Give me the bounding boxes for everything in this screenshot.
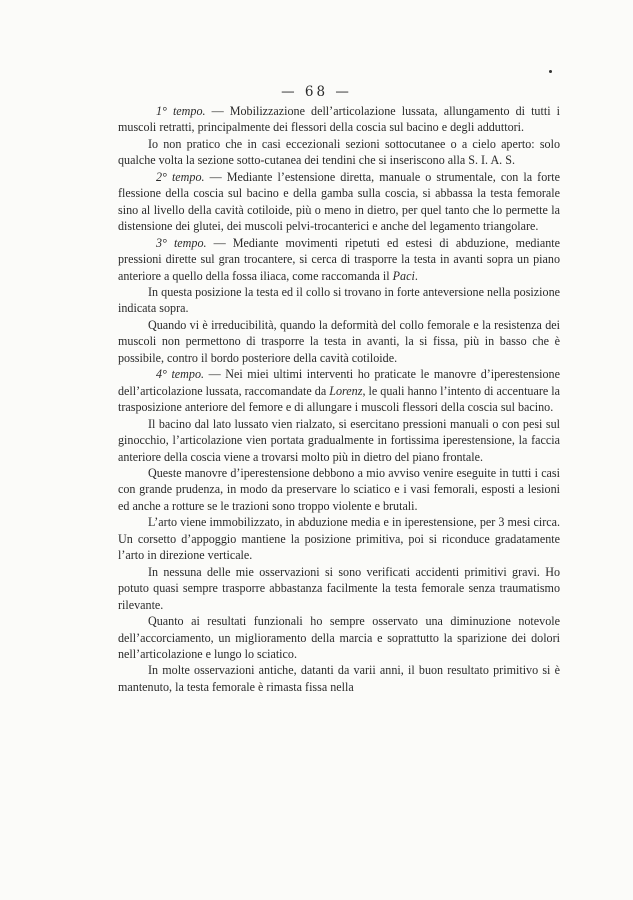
paragraph-7: 4° tempo. — Nei miei ultimi interventi ho praticate le manovre d’iperestensione dell’articolazione lussata, raccomandate da Lorenz, le quali hanno l’intento di accentuare la trasposizione anteriore del femore e di allungare i muscoli flessori della coscia sul bacino. [118,367,561,415]
paragraph-13: In molte osservazioni antiche, datanti da varii anni, il buon resultato primitivo si è mantenuto, la testa femorale è rimasta fissa nella [118,663,560,694]
step-heading-4: 4° tempo. [156,367,205,382]
paragraph-4: 3° tempo. — Mediante movimenti ripetuti ed estesi di abduzione, mediante pressioni dirette sul gran trocantere, si cerca di trasporre la testa in avanti sopra un piano anteriore a quello della fossa iliaca, come raccomanda il Paci. [118,235,560,283]
step-heading-3: 3° tempo. [156,235,207,250]
author-name-paci: Paci [392,268,415,283]
paragraph-11: In nessuna delle mie osservazioni si sono verificati accidenti primitivi gravi. Ho potuto quasi sempre trasporre abbastanza facilmente la testa femorale senza traumatismo rilevante. [118,564,560,612]
body-text [118,103,560,695]
paragraph-5: In questa posizione la testa ed il collo si trovano in forte anteversione nella posizione indicata sopra. [118,284,560,316]
step-heading-2: 2° tempo. [156,169,205,184]
paragraph-6: Quando vi è irreducibilità, quando la deformità del collo femorale e la resistenza dei muscoli non permettono di trasporre la testa in avanti, la si fissa, più in basso che è possibile, contro il bordo posteriore della cavità cotiloide. [118,317,560,365]
paragraph-3: 2° tempo. — Mediante l’estensione diretta, manuale o strumentale, con la forte flessione della coscia sul bacino e della gamba sulla coscia, si abbassa la testa femorale sino al livello della cavità cotiloide, più o meno in dietro, per quel tanto che lo permette la distensione dei glutei, dei muscoli pelvi-trocanterici e anche del legamento triangolare. [118,169,560,234]
paragraph-2: Io non pratico che in casi eccezionali sezioni sottocutanee o a cielo aperto: solo qualche volta la sezione sotto-cutanea dei tendini che si inseriscono alla S. I. A. S. [118,136,560,168]
author-name-lorenz: Lorenz [329,383,363,398]
paragraph-12: Quanto ai resultati funzionali ho sempre osservato una diminuzione notevole dell’accorciamento, un miglioramento della marcia e soprattutto la sparizione dei dolori nell’articolazione e lungo lo sciatico. [118,614,560,661]
page-number: — 68 — [281,84,352,100]
paragraph-1: 1° tempo. — Mobilizzazione dell’articolazione lussata, allungamento di tutti i muscoli retratti, principalmente dei flessori della coscia sul bacino e degli adduttori. [118,104,560,135]
paragraph-10: L’arto viene immobilizzato, in abduzione media e in iperestensione, per 3 mesi circa. Un corsetto d’appoggio mantiene la posizione primitiva, poi si riconduce gradatamente l’arto in direzione verticale. [118,515,560,563]
ink-speck [549,70,552,73]
step-heading-1: 1° tempo. [156,104,206,118]
paragraph-9: Queste manovre d’iperestensione debbono a mio avviso venire eseguite in tutti i casi con grande prudenza, in modo da preservare lo sciatico e i vasi femorali, esposti a lesioni ed anche a rotture se le trazioni sono troppo violente e brutali. [118,465,560,513]
paragraph-8: Il bacino dal lato lussato vien rialzato, si esercitano pressioni manuali o con pesi sul ginocchio, l’articolazione vien portata gradualmente in fortissima iperestensione, la faccia anteriore della coscia viene a trovarsi molto più in dietro del piano frontale. [118,416,560,464]
